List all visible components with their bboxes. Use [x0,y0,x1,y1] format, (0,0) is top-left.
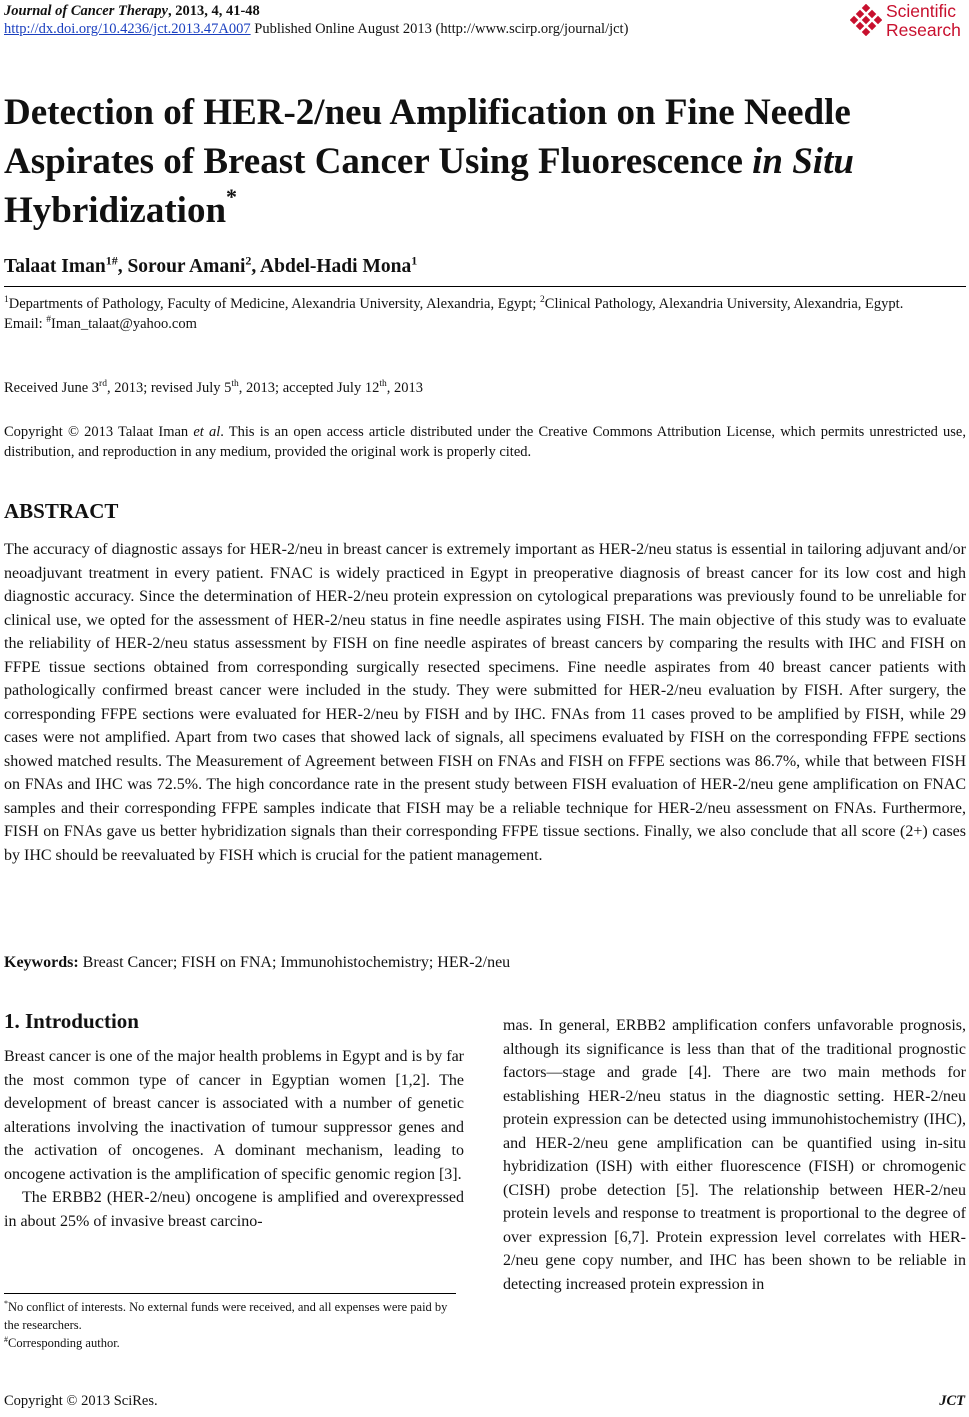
keywords-line [4,954,510,972]
scientific-research-logo-icon [850,4,882,36]
intro-right-column [503,1014,966,1296]
author-3-sup: 1 [411,253,418,268]
footnote-2 [4,1334,456,1352]
received-sup-3: th [379,379,387,390]
copyright-2: . This is an open access article distributed under the Creative Commons Attribution License, which permits unrestricted use, distribution, and reproduction in any medium, provided the original work is properly cited. [4,424,966,460]
intro-left-column [4,1045,464,1233]
journal-name: Journal of Cancer Therapy [4,3,168,19]
author-1-sup: 1# [105,253,118,268]
intro-heading: 1. Introduction [4,1009,139,1033]
paper-title [4,88,964,235]
intro-paragraph-3: mas. In general, ERBB2 amplification confers unfavorable prognosis, although its significance is less than that of the traditional prognostic factors—stage and grade [4]. There are two main methods for establishing HER-2/neu status in the diagnostic setting. HER-2/neu protein expression can be detected using immunohistochemistry (IHC), and HER-2/neu gene amplification can be quantified using in-situ hybridization (ISH) with either fluorescence (FISH) or chromogenic (CISH) probe detection [5]. The relationship between HER-2/neu protein levels and response to treatment is proportional to the degree of over expression [6,7]. Protein expression level correlates with HER-2/neu gene copy number, and IHC has been shown to be reliable in detecting increased protein expression in [503,1017,966,1293]
email-sup: # [46,315,52,326]
abstract-body: The accuracy of diagnostic assays for HER-2/neu in breast cancer is extremely important as HER-2/neu status is essential in tailoring adjuvant and/or neoadjuvant treatment in every patient. FNAC is widely practiced in Egypt in preoperative diagnosis of breast cancer for its low cost and high diagnostic accuracy. Since the determination of HER-2/neu protein expression on cytological preparations was previously found to be unreliable for clinical use, we opted for the assessment of HER-2/neu status in fine needle aspirates using FISH. The main objective of this study was to evaluate the reliability of HER-2/neu status assessment by FISH on fine needle aspirates of breast cancers by comparing the results with IHC and FISH on FFPE tissue sections obtained from corresponding surgically resected specimens. Fine needle aspirates from 40 breast cancer patients with pathologically confirmed breast cancer were included in the study. They were submitted for HER-2/neu evaluation by FISH. After surgery, the corresponding FFPE sections were evaluated for HER-2/neu by FISH and by IHC. FNAs from 11 cases proved to be amplified by FISH, while 29 cases were not amplified. Apart from two cases that showed lack of signals, all specimens evaluated by FISH on the corresponding FFPE sections showed matched results. The Measurement of Agreement between FISH on FNAs and FISH on FFPE sections was 86.7%, while that between FISH on FNAs and IHC was 72.5%. The high concordance rate in the present study between FISH evaluation of HER-2/neu gene amplification on FNAC samples and their corresponding FFPE samples indicate that FISH may be a reliable technique for HER-2/neu assessment on FNAs. Furthermore, FISH on FNAs gave us better hybridization signals than their corresponding FFPE tissue sections. Finally, we also conclude that all score (2+) cases by IHC should be reevaluated by FISH which is crucial for the patient management. [4,541,966,864]
logo-line-1: Scientific [886,1,957,21]
author-list [4,253,418,278]
affiliation-sup-1: 1 [4,295,9,306]
header-divider [4,286,966,287]
received-2: , 2013; revised July 5 [106,380,232,396]
author-2-sup: 2 [245,253,252,268]
volume-info: , 2013, 4, 41-48 [167,3,260,19]
received-dates [4,378,966,398]
email-label: Email: [4,316,47,332]
received-sup-2: th [231,379,239,390]
keywords-text: Breast Cancer; FISH on FNA; Immunohistochemistry; HER-2/neu [78,954,511,971]
title-line-3 [4,186,964,235]
footnote-divider [4,1293,456,1294]
publisher-logo [850,2,968,42]
title-line-1: Detection of HER-2/neu Amplification on Fine Needle [4,92,851,133]
title-line-2-text: Aspirates of Breast Cancer Using Fluorescence [4,141,753,182]
footnote-1 [4,1298,456,1334]
copyright-notice [4,422,966,462]
footer-copyright: Copyright © 2013 SciRes. [4,1393,158,1409]
email-line [4,314,966,334]
logo-text [886,2,961,40]
logo-line-2: Research [886,20,961,40]
intro-paragraph-2: The ERBB2 (HER-2/neu) oncogene is amplified and overexpressed in about 25% of invasive breast carcino- [4,1189,464,1230]
title-italic: in Situ [752,141,854,182]
email-address[interactable]: Iman_talaat@yahoo.com [51,316,197,332]
received-4: , 2013 [386,380,423,396]
copyright-etal: et al [193,424,221,440]
intro-paragraph-1: Breast cancer is one of the major health problems in Egypt and is by far the most common type of cancer in Egyptian women [1,2]. The development of breast cancer is associated with a number of genetic alterations involving the inactivation of tumour suppressor genes and the activation of oncogenes. A dominant mechanism, leading to oncogene activation is the amplification of specific genomic region [3]. [4,1048,464,1183]
received-sup-1: rd [99,379,107,390]
title-line-3-text: Hybridization [4,190,227,231]
running-header [4,2,628,38]
keywords-label: Keywords: [4,954,79,971]
affiliation-sup-2: 2 [540,295,545,306]
abstract-heading: ABSTRACT [4,499,119,523]
affiliation-block [4,294,966,334]
doi-link[interactable]: http://dx.doi.org/10.4236/jct.2013.47A007 [4,21,251,37]
received-1: Received June 3 [4,380,100,396]
footnotes [4,1298,456,1352]
author-2: , Sorour Amani [117,256,246,277]
title-line-2 [4,137,964,186]
received-3: , 2013; accepted July 12 [238,380,380,396]
footer-journal-abbrev: JCT [939,1393,965,1409]
author-3: , Abdel-Hadi Mona [251,256,412,277]
footnote-2-mark: # [4,1334,8,1344]
published-note: Published Online August 2013 (http://www.scirp.org/journal/jct) [250,21,629,37]
footnote-1-mark: * [4,1298,8,1308]
affiliations [4,294,966,314]
title-footnote-mark: * [226,184,238,209]
affiliation-1: Departments of Pathology, Faculty of Medicine, Alexandria University, Alexandria, Egypt; [8,296,541,312]
footnote-2-text: Corresponding author. [8,1336,120,1350]
affiliation-2: Clinical Pathology, Alexandria University, Alexandria, Egypt. [544,296,904,312]
journal-citation [4,2,628,20]
copyright-1: Copyright © 2013 Talaat Iman [4,424,194,440]
author-1: Talaat Iman [4,256,106,277]
footnote-1-text: No conflict of interests. No external funds were received, and all expenses were paid by the researchers. [4,1300,448,1332]
doi-line [4,20,628,38]
